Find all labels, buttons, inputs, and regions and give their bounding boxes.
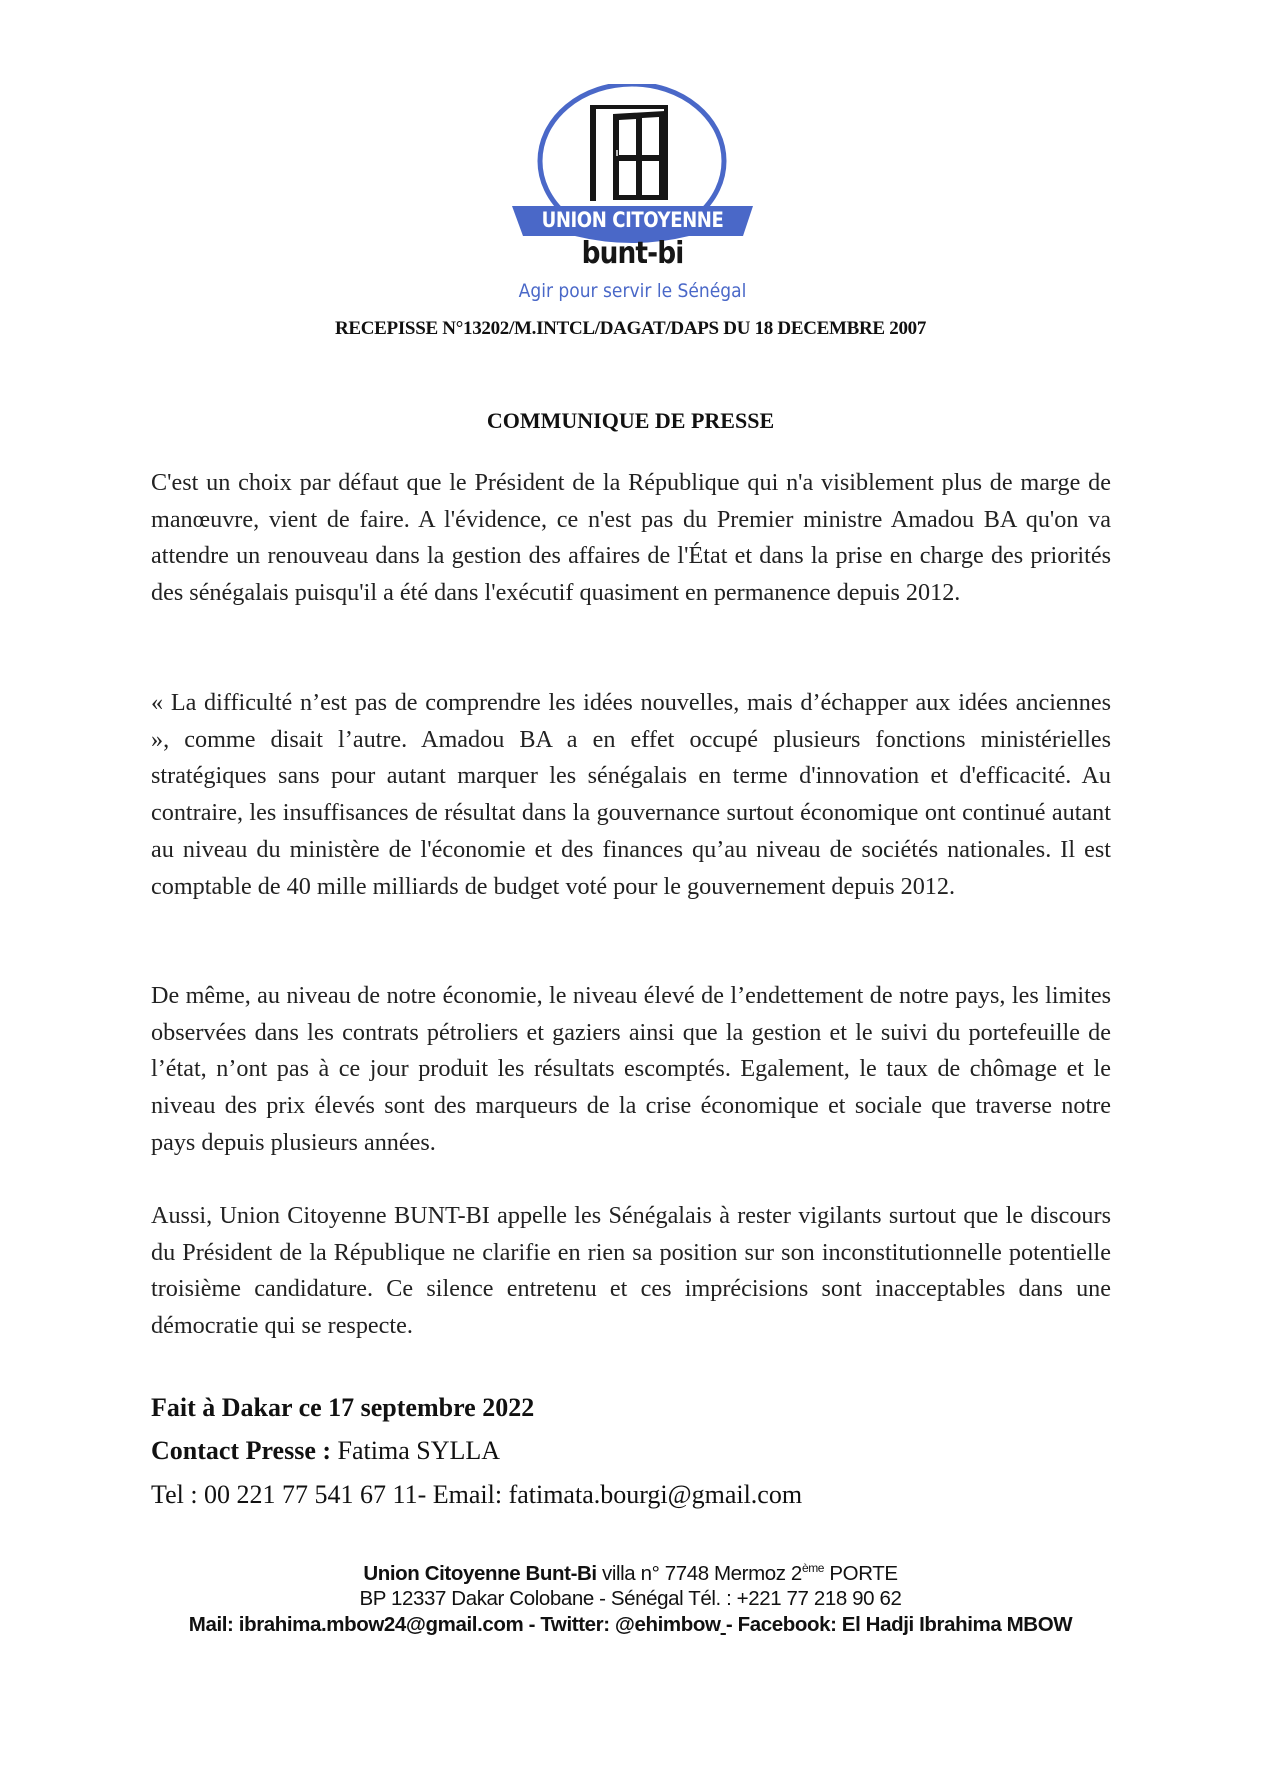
- paragraph-4: Aussi, Union Citoyenne BUNT-BI appelle les Sénégalais à rester vigilants surtout que le discours du Président de la République ne clarifie en rien sa position sur son inconstitutionnelle potentielle troisième candidature. Ce silence entretenu et ces imprécisions sont inacceptables dans une démocratie qui se respecte.: [151, 1202, 1111, 1340]
- open-door-icon: [505, 84, 760, 309]
- paragraph-1: C'est un choix par défaut que le Président de la République qui n'a visiblement plus de marge de manœuvre, vient de faire. A l'évidence, ce n'est pas du Premier ministre Amadou BA qu'on va attendre un renouveau dans la gestion des affaires de l'État et dans la prise en charge des priorités des sénégalais puisqu'il a été dans l'exécutif quasiment en permanence depuis 2012.: [151, 469, 1111, 607]
- union-citoyenne-logo: [505, 84, 760, 309]
- footer-org-name: Union Citoyenne Bunt-Bi: [363, 1562, 597, 1585]
- footer-address-pre: villa n° 7748 Mermoz 2: [596, 1562, 802, 1585]
- footer-social-links: [0, 1613, 1261, 1637]
- logo-banner-text: UNION CITOYENNE: [541, 208, 724, 232]
- footer-address-sup: ème: [801, 1561, 825, 1575]
- recepisse-reference: RECEPISSE N°13202/M.INTCL/DAGAT/DAPS DU 18 DECEMBRE 2007: [334, 318, 927, 339]
- logo-tagline: Agir pour servir le Sénégal: [518, 280, 747, 302]
- press-contact-name: Fatima SYLLA: [331, 1436, 501, 1465]
- paragraph-3: De même, au niveau de notre économie, le niveau élevé de l’endettement de notre pays, les limites observées dans les contrats pétroliers et gaziers ainsi que la gestion et le suivi du portefeuille de l’état, n’ont pas à ce jour produit les résultats escomptés. Egalement, le taux de chômage et le niveau des prix élevés sont des marqueurs de la crise économique et sociale que traverse notre pays depuis plusieurs années.: [151, 982, 1111, 1156]
- footer-mail-twitter: Mail: ibrahima.mbow24@gmail.com - Twitter: @ehimbow: [188, 1613, 721, 1636]
- press-contact: [151, 1436, 1051, 1466]
- place-date: Fait à Dakar ce 17 septembre 2022: [151, 1393, 535, 1422]
- press-contact-label: Contact Presse :: [151, 1436, 332, 1465]
- paragraph-2: « La difficulté n’est pas de comprendre les idées nouvelles, mais d’échapper aux idées anciennes », comme disait l’autre. Amadou BA a en effet occupé plusieurs fonctions ministérielles stratégiques sans pour autant marquer les sénégalais en terme d'innovation et d'efficacité. Au contraire, les insuffisances de résultat dans la gouvernance surtout économique ont continué autant au niveau du ministère de l'économie et des finances qu’au niveau de sociétés nationales. Il est comptable de 40 mille milliards de budget voté pour le gouvernement depuis 2012.: [151, 689, 1111, 900]
- logo-name: bunt-bi: [581, 236, 684, 271]
- footer-address-line: [0, 1561, 1261, 1586]
- footer-facebook: - Facebook: El Hadji Ibrahima MBOW: [725, 1613, 1073, 1636]
- footer-address-post: PORTE: [824, 1562, 898, 1585]
- document-title: COMMUNIQUE DE PRESSE: [486, 408, 775, 433]
- footer-postal-phone: BP 12337 Dakar Colobane - Sénégal Tél. : +221 77 218 90 62: [359, 1587, 902, 1610]
- contact-phone-email: Tel : 00 221 77 541 67 11- Email: fatimata.bourgi@gmail.com: [151, 1480, 803, 1509]
